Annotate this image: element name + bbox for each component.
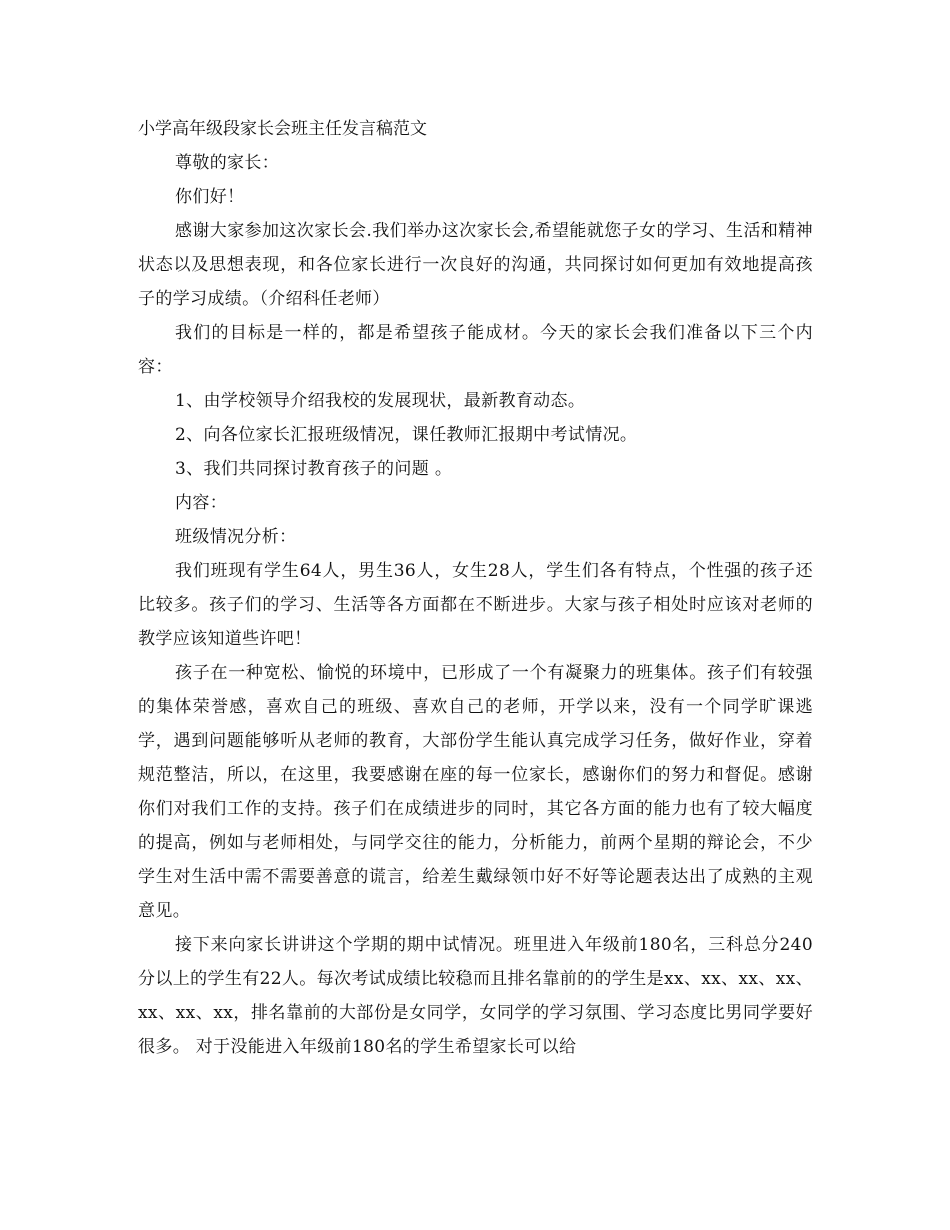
agenda-item-2: 2、向各位家长汇报班级情况，课任教师汇报期中考试情况。 (175, 425, 638, 445)
paragraph-midterm-results: 接下来向家长讲讲这个学期的期中试情况。班里进入年级前180名，三科总分240分以上的学生有22人。每次考试成绩比较稳而且排名靠前的的学生是xx、xx、xx、xx、xx、xx、xx，排名靠前的大部份是女同学，女同学的学习氛围、学习态度比男同学要好很多。 对于没能进入年级前180名的学生希望家长可以给 (138, 935, 813, 1057)
paragraph-goal: 我们的目标是一样的，都是希望孩子能成材。今天的家长会我们准备以下三个内容： (138, 323, 813, 377)
salutation: 尊敬的家长： (175, 153, 280, 173)
paragraph-class-stats: 我们班现有学生64人，男生36人，女生28人，学生们各有特点，个性强的孩子还比较多。孩子们的学习、生活等各方面都在不断进步。大家与孩子相处时应该对老师的教学应该知道些许吧！ (138, 561, 813, 649)
agenda-item-1: 1、由学校领导介绍我校的发展现状，最新教育动态。 (175, 391, 586, 411)
document-title: 小学高年级段家长会班主任发言稿范文 (138, 119, 427, 139)
class-analysis-heading: 班级情况分析： (175, 527, 297, 547)
paragraph-class-environment: 孩子在一种宽松、愉悦的环境中，已形成了一个有凝聚力的班集体。孩子们有较强的集体荣誉感，喜欢自己的班级、喜欢自己的老师，开学以来，没有一个同学旷课逃学，遇到问题能够听从老师的教育，大部份学生能认真完成学习任务，做好作业，穿着规范整洁，所以，在这里，我要感谢在座的每一位家长，感谢你们的努力和督促。感谢你们对我们工作的支持。孩子们在成绩进步的同时，其它各方面的能力也有了较大幅度的提高，例如与老师相处，与同学交往的能力，分析能力，前两个星期的辩论会，不少学生对生活中需不需要善意的谎言，给差生戴绿领巾好不好等论题表达出了成熟的主观意见。 (138, 663, 813, 921)
agenda-item-3: 3、我们共同探讨教育孩子的问题 。 (175, 459, 453, 479)
greeting: 你们好！ (175, 187, 245, 207)
document-page (138, 112, 813, 1064)
paragraph-intro: 感谢大家参加这次家长会.我们举办这次家长会,希望能就您子女的学习、生活和精神状态以及思想表现，和各位家长进行一次良好的沟通，共同探讨如何更加有效地提高孩子的学习成绩。（介绍科任老师） (138, 221, 813, 309)
content-heading: 内容： (175, 493, 228, 513)
